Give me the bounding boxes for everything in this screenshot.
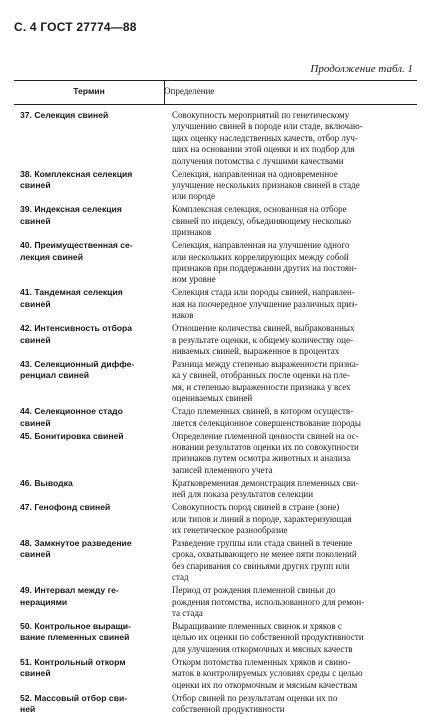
term-line: 50. Контрольное выращи- <box>20 621 131 631</box>
definition-line: маток в контролируемых условиях среды с целью <box>172 668 363 679</box>
definition-line: оценки их по откормочным и мясным качествам <box>172 679 358 690</box>
definition-cell <box>172 693 415 715</box>
definition-line: срока, охватывающего не менее пяти поколений <box>172 549 357 560</box>
definition-cell <box>172 621 415 655</box>
definition-line: оцениваемых свиней <box>172 393 253 404</box>
definition-line: та стада <box>172 608 203 618</box>
column-header-term: Термин <box>73 86 105 96</box>
definition-line: наков <box>172 310 194 321</box>
definition-cell <box>172 478 415 501</box>
definition-cell <box>172 110 415 167</box>
definition-line: для улучшения откормочных и мясных качеств <box>172 643 353 654</box>
definition-line: Отбор свиней по результатам оценки их по <box>172 692 338 703</box>
definition-line: Стадо племенных свиней, в котором осуществ- <box>172 406 354 417</box>
definition-cell <box>172 657 415 691</box>
term-cell <box>20 538 160 561</box>
term-line: 45. Бонитировка свиней <box>20 430 124 441</box>
definition-line: Селекция стада или породы свиней, направлен- <box>172 287 355 298</box>
definition-cell <box>172 406 415 429</box>
term-line: свиней <box>20 417 51 428</box>
term-line: 49. Интервал между ге- <box>20 585 119 596</box>
term-line: свиней <box>20 668 51 679</box>
term-cell <box>20 406 160 429</box>
term-line: нерациями <box>20 596 68 607</box>
definition-line: ших на основании этой оценки и их подбор для <box>172 144 355 155</box>
definition-cell <box>172 585 415 619</box>
definition-cell <box>172 287 415 321</box>
page-header: С. 4 ГОСТ 27774—88 <box>14 20 137 34</box>
definition-cell <box>172 240 415 286</box>
definition-cell <box>172 359 415 405</box>
term-line: 48. Замкнутое разведение <box>20 538 132 548</box>
term-line: 39. Индексная селекция <box>20 204 122 215</box>
definition-cell <box>172 502 415 536</box>
table-continuation-label: Продолжение табл. 1 <box>310 63 413 75</box>
term-line: 43. Селекционный диффе- <box>20 359 135 369</box>
term-cell <box>20 585 160 608</box>
term-line: 46. Выводка <box>20 477 73 488</box>
definition-line: улучшению свиней в породе или стаде, включаю- <box>172 121 363 132</box>
definition-cell <box>172 538 415 584</box>
definition-line: Разница между степенью выраженности призна- <box>172 359 359 369</box>
definition-line: ляется селекционное совершенствование породы <box>172 417 361 428</box>
term-line: 51. Контрольный откорм <box>20 656 126 667</box>
definition-line: Откорм потомства племенных хряков и свинo- <box>172 656 351 667</box>
definition-line: Селекция, направленная на одновременное <box>172 168 338 179</box>
definition-line: признаков при поддержании других на постоян- <box>172 263 357 273</box>
definition-line: Определение племенной ценности свиней на ос- <box>172 430 359 441</box>
definition-line: целью их оценки по собственной продуктивности <box>172 632 364 643</box>
term-line: свиней <box>20 180 51 190</box>
definition-line: без спаривания со свиньями других групп или <box>172 560 350 571</box>
term-cell <box>20 323 160 346</box>
table-top-rule <box>14 80 417 81</box>
term-cell <box>20 502 160 513</box>
definition-cell <box>172 204 415 238</box>
term-line: 41. Тандемная селекция <box>20 287 123 298</box>
definition-line: ней для показа результатов селекции <box>172 489 314 500</box>
definition-line: Совокупность пород свиней в стране (зоне) <box>172 502 340 513</box>
term-line: свиней <box>20 298 51 309</box>
definition-line: мя, и степенью выраженности признака у всех <box>172 381 351 392</box>
definition-line: свиней по индексу, объединяющему несколько <box>172 215 352 226</box>
term-line: 47. Генофонд свиней <box>20 502 111 513</box>
definition-line: получения потомства с лучшими качествами <box>172 155 344 166</box>
definition-cell <box>172 323 415 357</box>
term-cell <box>20 478 160 489</box>
definition-line: рождения потомства, использованного для ремон- <box>172 596 365 607</box>
definition-cell <box>172 169 415 203</box>
definition-line: Кратковременная демонстрация племенных сви- <box>172 477 359 488</box>
definition-line: улучшение нескольких признаков свиней в стаде <box>172 180 360 190</box>
term-cell <box>20 621 160 644</box>
column-header-definition: Определение <box>164 86 215 96</box>
term-line: вание племенных свиней <box>20 632 130 643</box>
term-line: 52. Массовый отбор сви- <box>20 692 128 703</box>
term-line: свиней <box>20 334 51 345</box>
definition-line: или породе <box>172 191 216 202</box>
term-line: ней <box>20 704 36 714</box>
definition-line: собственной продуктивности <box>172 704 285 714</box>
term-line: 38. Комплексная селекция <box>20 168 133 179</box>
term-cell <box>20 657 160 680</box>
definition-line: ка у свиней, отобранных после оценки на пле- <box>172 370 350 381</box>
header-bottom-rule <box>14 104 417 105</box>
term-cell <box>20 204 160 227</box>
definition-line: Отношение количества свиней, выбракованных <box>172 323 355 334</box>
term-line: ренциал свиней <box>20 370 90 381</box>
term-cell <box>20 431 160 442</box>
term-cell <box>20 287 160 310</box>
definition-line: Комплексная селекция, основанная на отборе <box>172 204 347 215</box>
definition-line: или типов и линий в породе, характеризующая <box>172 513 352 524</box>
term-cell <box>20 359 160 382</box>
terms-table <box>14 80 417 714</box>
term-line: свиней <box>20 215 51 226</box>
definition-line: их генетическое разнообразие <box>172 525 288 535</box>
term-line: лекция свиней <box>20 251 83 262</box>
definition-line: Разведение группы или стада свиней в течение <box>172 538 353 548</box>
definition-line: в результате оценки, к общему количеству оце- <box>172 334 353 345</box>
definition-line: признаков путем осмотра животных и анализа <box>172 453 351 464</box>
definition-line: Селекция, направленная на улучшение одного <box>172 240 350 251</box>
definition-line: ниваемых свиней, выраженное в процентах <box>172 346 340 356</box>
definition-line: признаков <box>172 227 212 238</box>
definition-line: щих оценку наследственных качеств, отбор луч- <box>172 132 358 143</box>
definition-line: записей племенного учета <box>172 464 273 475</box>
term-line: 42. Интенсивность отбора <box>20 323 133 334</box>
definition-line: ном уровне <box>172 274 216 285</box>
term-cell <box>20 110 160 121</box>
term-cell <box>20 693 160 715</box>
term-line: 37. Селекция свиней <box>20 110 109 120</box>
term-line: 40. Преимущественная се- <box>20 240 133 251</box>
definition-line: Совокупность мероприятий по генетическому <box>172 110 350 120</box>
definition-cell <box>172 431 415 477</box>
definition-line: ная на поочередное улучшение различных приз- <box>172 298 358 309</box>
definition-line: стад <box>172 572 189 583</box>
term-cell <box>20 169 160 192</box>
definition-line: Выращивание племенных свинок и хряков с <box>172 621 342 631</box>
term-line: 44. Селекционное стадо <box>20 406 123 417</box>
term-cell <box>20 240 160 263</box>
term-line: свиней <box>20 549 51 560</box>
definition-line: Период от рождения племенной свиньи до <box>172 585 336 596</box>
definition-line: или нескольких коррелирующих между собой <box>172 251 349 262</box>
definition-line: новании результатов оценки их по совокупности <box>172 442 359 452</box>
